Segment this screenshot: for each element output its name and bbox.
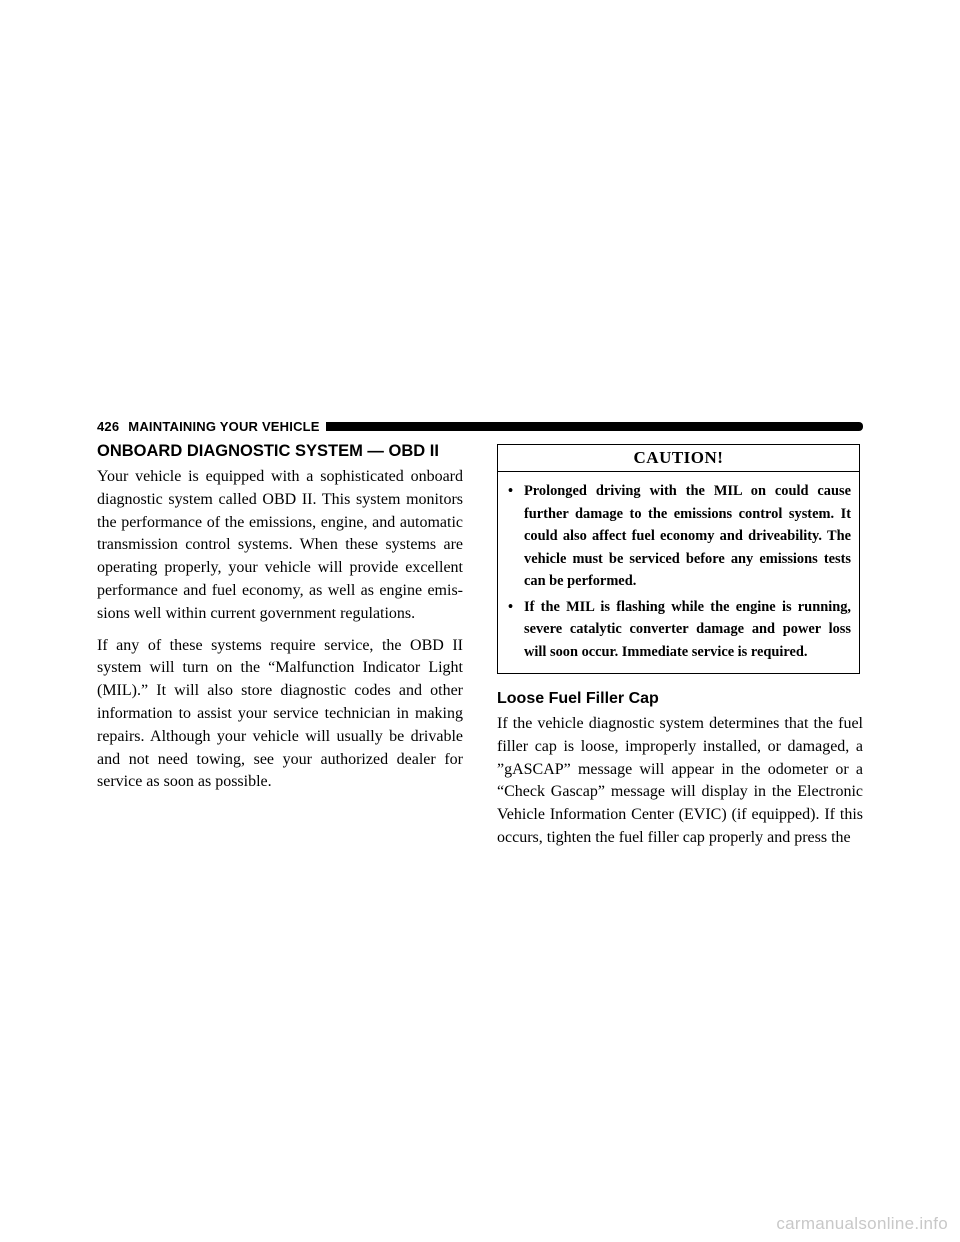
page-number: 426 (97, 418, 120, 434)
paragraph-obd-service: If any of these systems require service, the OBD II system will turn on the “Malfunction Indicator Light (MIL).” It will also store diagnostic codes and other information to assist your service technician in making repairs. Although your vehicle will usually be drivable and not need towing, see your authorized dealer for service as soon as possible. (97, 636, 463, 791)
caution-list (498, 472, 859, 673)
left-column (97, 440, 463, 803)
section-title: MAINTAINING YOUR VEHICLE (128, 418, 320, 434)
caution-item (508, 596, 851, 664)
caution-box (497, 444, 860, 674)
header-rule (326, 422, 863, 431)
caution-item-text: Prolonged driving with the MIL on could cause further damage to the emissions control system. It could also affect fuel economy and driveability. The vehicle must be serviced before any emissions tests can be performed. (524, 483, 851, 589)
right-column (497, 440, 863, 859)
section-heading-obd: ONBOARD DIAGNOSTIC SYSTEM — OBD II (97, 442, 439, 460)
sub-heading-loose-fuel-cap: Loose Fuel Filler Cap (497, 690, 659, 707)
caution-item-text: If the MIL is flashing while the engine is running, severe catalytic converter damage and power loss will soon occur. Immediate service is required. (524, 598, 851, 660)
bullet-icon: • (508, 483, 514, 499)
bullet-icon: • (508, 598, 514, 615)
caution-item (508, 480, 851, 593)
paragraph-obd-intro: Your vehicle is equipped with a sophisticated onboard diagnostic system called OBD II. This system monitors the performance of the emissions, engine, and automatic transmission control systems. When these systems are operating properly, your vehicle will provide excellent performance and fuel economy, as well as engine emissions well within current government regulations. (97, 468, 463, 622)
caution-title: CAUTION! (498, 445, 859, 472)
page-header (97, 416, 863, 436)
watermark: carmanualsonline.info (776, 1214, 948, 1233)
paragraph-loose-fuel-cap: If the vehicle diagnostic system determines that the fuel filler cap is loose, improperly installed, or damaged, a ”gASCAP” message will appear in the odometer or a “Check Gascap” message will display in the Electronic Vehicle Information Center (EVIC) (if equipped). If this occurs, tighten the fuel filler cap properly and press the (497, 715, 863, 846)
